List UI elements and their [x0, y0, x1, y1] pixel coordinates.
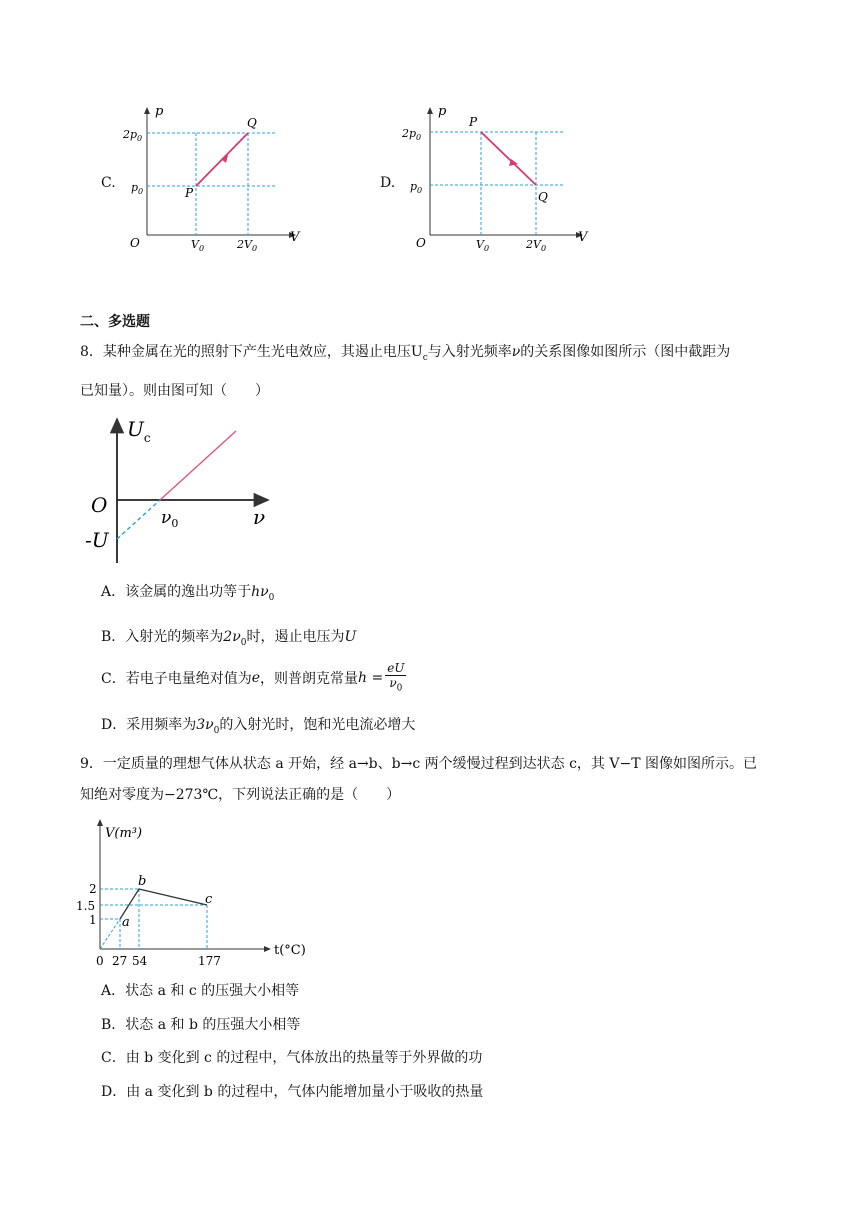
choice-letter: D． [101, 717, 127, 733]
option-d-letter: D. [380, 175, 396, 191]
q8-stem-text: 8．某种金属在光的照射下产生光电效应，其遏止电压U [80, 344, 423, 360]
formula-lhs: h = [358, 670, 384, 687]
point-c-label: c [205, 892, 213, 907]
choice-text-2: 的入射光时，饱和光电流必增大 [219, 717, 416, 733]
v-t-graph [76, 814, 335, 974]
q8-stem-line1 [80, 342, 730, 368]
q9-choice-c[interactable] [101, 1047, 482, 1067]
extrapolated-line [100, 919, 120, 949]
q9-stem-line2: 知绝对零度为−273℃，下列说法正确的是（ ） [80, 787, 401, 803]
choice-text: 由 b 变化到 c 的过程中，气体放出的热量等于外界做的功 [125, 1050, 483, 1066]
q9-stem-line1: 9．一定质量的理想气体从状态 a 开始，经 a→b、b→c 两个缓慢过程到达状态 c，其 V−T 图像如图所示。已 [80, 756, 757, 772]
y-label: $U_c$ [127, 417, 151, 445]
choice-math: hν [251, 584, 269, 600]
choice-letter: B． [101, 629, 126, 645]
option-c-letter: C. [101, 175, 116, 191]
fraction-denominator: $\nu_0$ [389, 676, 403, 694]
x-tick-2v0: $2V_0$ [237, 238, 258, 253]
process-path [120, 889, 207, 919]
y-label: p [438, 104, 447, 119]
x-label: t(°C) [274, 943, 306, 958]
q8-stem-text-b: 与入射光频率 [427, 344, 512, 360]
nu0-label: $\nu_0$ [161, 508, 179, 530]
q8-choice-b[interactable] [101, 626, 356, 648]
q8-stem-text-c: 的关系图像如图所示（图中截距为 [520, 344, 731, 360]
q8-choice-a[interactable] [101, 581, 274, 603]
origin-label: O [130, 236, 140, 250]
choice-math: 3ν [196, 717, 214, 733]
process-line [481, 132, 536, 185]
choice-math-sub: 0 [240, 637, 247, 648]
y-tick-p0: $p_0$ [410, 180, 423, 195]
q8-stem-nu: ν [511, 344, 521, 360]
point-q-label: Q [538, 190, 548, 204]
choice-letter: B． [101, 1017, 126, 1033]
q9-choice-b[interactable] [101, 1014, 300, 1034]
y-tick-p0: $p_0$ [131, 181, 144, 196]
point-b-label: b [138, 874, 147, 889]
choice-letter: A． [101, 584, 126, 600]
uc-nu-graph [85, 413, 285, 573]
x-label: V [578, 230, 588, 245]
point-a-label: a [122, 915, 130, 930]
choice-text: 采用频率为 [126, 717, 197, 733]
choice-text: 状态 a 和 b 的压强大小相等 [125, 1017, 301, 1033]
choice-letter: C． [101, 671, 126, 688]
q8-choice-d[interactable] [101, 714, 415, 736]
y-tick-2: 2 [89, 882, 97, 896]
choice-text: 由 a 变化到 b 的过程中，气体内能增加量小于吸收的热量 [126, 1084, 484, 1100]
choice-text-2: 时，遏止电压为 [246, 629, 345, 645]
uc-line [160, 431, 236, 500]
choice-text: 入射光的频率为 [125, 629, 224, 645]
y-label: p [155, 104, 164, 119]
extrapolated-line [117, 500, 160, 539]
origin-label: O [91, 493, 108, 517]
choice-text: 若电子电量绝对值为 [125, 671, 252, 688]
point-p-label: P [185, 186, 194, 200]
pv-graph-c [125, 100, 310, 260]
x-tick-v0: $V_0$ [191, 238, 205, 253]
y-tick-2p0: $2p_0$ [123, 128, 143, 143]
y-tick-1: 1 [89, 913, 97, 927]
choice-math: 2ν [223, 629, 241, 645]
x-tick-27: 27 [112, 954, 128, 968]
origin-label: O [416, 236, 426, 250]
section-title: 二、多选题 [80, 314, 150, 330]
q9-choice-d[interactable] [101, 1081, 483, 1101]
point-p-label: P [469, 115, 478, 129]
q8-stem-line2: 已知量）。则由图可知（ ） [80, 383, 269, 399]
q9-choice-a[interactable] [101, 980, 299, 1000]
x-tick-v0: $V_0$ [476, 238, 490, 253]
point-q-label: Q [247, 116, 257, 130]
x-tick-54: 54 [132, 954, 148, 968]
x-label: ν [253, 505, 266, 529]
x-label: V [290, 230, 300, 245]
pv-graph-d [402, 100, 592, 260]
y-tick-2p0: $2p_0$ [402, 127, 422, 142]
q8-stem-uc-sub: c [422, 352, 428, 363]
choice-letter: C． [101, 1050, 126, 1066]
choice-math: e [251, 670, 261, 687]
choice-math-2: U [344, 629, 357, 645]
choice-math-sub: 0 [268, 592, 275, 603]
choice-letter: A． [101, 983, 126, 999]
formula-fraction [385, 661, 406, 695]
y-label: V(m³) [105, 826, 143, 841]
x-tick-0: 0 [96, 954, 104, 968]
choice-text: 状态 a 和 c 的压强大小相等 [125, 983, 300, 999]
x-tick-2v0: $2V_0$ [526, 238, 547, 253]
x-tick-177: 177 [198, 954, 221, 968]
q8-choice-c[interactable] [101, 661, 408, 695]
choice-text-2: ，则普朗克常量 [260, 671, 359, 688]
fraction-numerator: eU [387, 661, 405, 675]
choice-math-sub: 0 [213, 725, 220, 736]
y-tick-1-5: 1.5 [76, 899, 96, 913]
choice-letter: D． [101, 1084, 127, 1100]
choice-text: 该金属的逸出功等于 [125, 584, 252, 600]
intercept-label: -U [85, 528, 109, 552]
